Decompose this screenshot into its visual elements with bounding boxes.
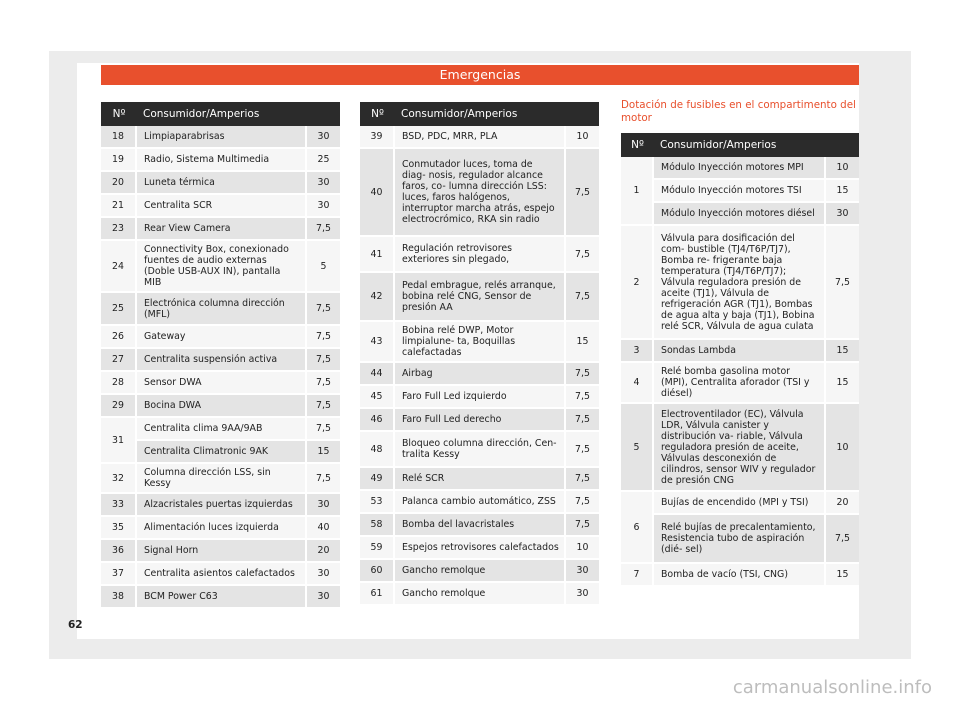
fuse-amperage: 15 (826, 180, 859, 203)
fuse-number: 23 (101, 218, 137, 241)
col-header-number: Nº (621, 133, 654, 157)
page-number: 62 (68, 619, 83, 631)
fuse-consumer: Válvula para dosificación del com- bustible (TJ4/T6P/TJ7), Bomba re- frigerante baja temperatura (TJ4/T6P/TJ7); Válvula reguladora presión de aceite (TJ1), Válvula de refrigeración AGR (TJ1), Bombas de agua alta y baja (TJ1), Bobina relé SCR, Válvula de agua culata (654, 226, 826, 340)
fuse-amperage: 7,5 (566, 237, 599, 273)
table-row (360, 363, 599, 386)
fuse-table-left (101, 102, 340, 609)
fuse-amperage: 30 (566, 583, 599, 606)
table-row (360, 560, 599, 583)
fuse-number: 46 (360, 409, 395, 432)
fuse-consumer: Connectivity Box, conexionado fuentes de audio externas (Doble USB-AUX IN), pantalla MIB (137, 241, 307, 293)
fuse-number: 31 (101, 418, 137, 464)
fuse-number: 20 (101, 172, 137, 195)
fuse-amperage: 7,5 (307, 464, 340, 494)
fuse-consumer: Columna dirección LSS, sin Kessy (137, 464, 307, 494)
table-row (621, 203, 859, 226)
fuse-amperage: 15 (307, 441, 340, 464)
fuse-amperage: 30 (826, 203, 859, 226)
table-row (101, 349, 340, 372)
fuse-amperage: 7,5 (566, 363, 599, 386)
fuse-number: 38 (101, 586, 137, 609)
table-row (621, 226, 859, 340)
fuse-amperage: 30 (307, 126, 340, 149)
table-row (621, 363, 859, 404)
fuse-number: 43 (360, 322, 395, 363)
col-header-consumer: Consumidor/Amperios (395, 102, 599, 126)
fuse-number: 24 (101, 241, 137, 293)
table-row (360, 583, 599, 606)
fuse-amperage: 10 (566, 537, 599, 560)
fuse-consumer: Bobina relé DWP, Motor limpialune- ta, Boquillas calefactadas (395, 322, 566, 363)
fuse-number: 36 (101, 540, 137, 563)
fuse-amperage: 30 (307, 563, 340, 586)
fuse-consumer: Faro Full Led derecho (395, 409, 566, 432)
table-row (101, 293, 340, 326)
fuse-consumer: Signal Horn (137, 540, 307, 563)
fuse-table-middle (360, 102, 599, 606)
table-header-row (621, 133, 859, 157)
fuse-amperage: 7,5 (566, 273, 599, 322)
fuse-amperage: 15 (826, 564, 859, 587)
fuse-consumer: Sondas Lambda (654, 340, 826, 363)
fuse-number: 49 (360, 468, 395, 491)
fuse-consumer: Bomba de vacío (TSI, CNG) (654, 564, 826, 587)
fuse-amperage: 25 (307, 149, 340, 172)
fuse-number: 53 (360, 491, 395, 514)
table-row (101, 517, 340, 540)
fuse-number: 37 (101, 563, 137, 586)
section-header-bar (101, 65, 859, 85)
fuse-number: 58 (360, 514, 395, 537)
fuse-amperage: 7,5 (307, 372, 340, 395)
fuse-amperage: 7,5 (307, 326, 340, 349)
fuse-consumer: Sensor DWA (137, 372, 307, 395)
table-row (621, 515, 859, 564)
fuse-number: 3 (621, 340, 654, 363)
fuse-consumer: Electroventilador (EC), Válvula LDR, Válvula canister y distribución va- riable, Válvula reguladora presión de aceite, Válvulas desconexión de cilindros, sensor WIV y regulador de presión CNG (654, 404, 826, 492)
fuse-number: 1 (621, 157, 654, 226)
table-row (101, 195, 340, 218)
table-row (101, 441, 340, 464)
fuse-amperage: 5 (307, 241, 340, 293)
table-row (101, 149, 340, 172)
fuse-number: 44 (360, 363, 395, 386)
fuse-amperage: 15 (566, 322, 599, 363)
fuse-amperage: 20 (826, 492, 859, 515)
fuse-number: 26 (101, 326, 137, 349)
fuse-amperage: 7,5 (307, 395, 340, 418)
table-row (621, 340, 859, 363)
table-row (101, 464, 340, 494)
table-row (101, 494, 340, 517)
fuse-consumer: Regulación retrovisores exteriores sin plegado, (395, 237, 566, 273)
fuse-amperage: 30 (307, 195, 340, 218)
fuse-consumer: Bloqueo columna dirección, Cen- tralita Kessy (395, 432, 566, 468)
col-header-number: Nº (360, 102, 395, 126)
fuse-number: 27 (101, 349, 137, 372)
table-row (101, 586, 340, 609)
fuse-consumer: Pedal embrague, relés arranque, bobina relé CNG, Sensor de presión AA (395, 273, 566, 322)
fuse-consumer: Electrónica columna dirección (MFL) (137, 293, 307, 326)
fuse-number: 18 (101, 126, 137, 149)
fuse-number: 35 (101, 517, 137, 540)
fuse-number: 19 (101, 149, 137, 172)
fuse-number: 59 (360, 537, 395, 560)
table-row (360, 432, 599, 468)
fuse-amperage: 7,5 (566, 432, 599, 468)
fuse-consumer: Módulo Inyección motores TSI (654, 180, 826, 203)
fuse-consumer: Módulo Inyección motores diésel (654, 203, 826, 226)
table-row (101, 172, 340, 195)
fuse-consumer: Bujías de encendido (MPI y TSI) (654, 492, 826, 515)
table-row (360, 514, 599, 537)
table-row (621, 180, 859, 203)
table-row (360, 149, 599, 237)
fuse-amperage: 7,5 (826, 515, 859, 564)
fuse-consumer: Centralita Climatronic 9AK (137, 441, 307, 464)
fuse-amperage: 10 (826, 404, 859, 492)
fuse-consumer: Airbag (395, 363, 566, 386)
table-row (621, 157, 859, 180)
fuse-amperage: 7,5 (307, 218, 340, 241)
table-header-row (360, 102, 599, 126)
fuse-number: 2 (621, 226, 654, 340)
fuse-amperage: 7,5 (307, 418, 340, 441)
table-row (360, 537, 599, 560)
fuse-number: 40 (360, 149, 395, 237)
table-row (360, 491, 599, 514)
fuse-amperage: 10 (566, 126, 599, 149)
fuse-amperage: 30 (307, 172, 340, 195)
table-row (621, 404, 859, 492)
fuse-number: 39 (360, 126, 395, 149)
table-row (360, 386, 599, 409)
fuse-consumer: Centralita suspensión activa (137, 349, 307, 372)
table-row (360, 468, 599, 491)
fuse-amperage: 40 (307, 517, 340, 540)
fuse-number: 33 (101, 494, 137, 517)
fuse-number: 28 (101, 372, 137, 395)
fuse-number: 45 (360, 386, 395, 409)
fuse-amperage: 30 (307, 586, 340, 609)
fuse-consumer: Centralita clima 9AA/9AB (137, 418, 307, 441)
fuse-consumer: Palanca cambio automático, ZSS (395, 491, 566, 514)
table-row (360, 237, 599, 273)
fuse-consumer: Alzacristales puertas izquierdas (137, 494, 307, 517)
fuse-amperage: 20 (307, 540, 340, 563)
fuse-number: 41 (360, 237, 395, 273)
table-row (101, 126, 340, 149)
table-header-row (101, 102, 340, 126)
watermark: carmanualsonline.info (732, 677, 932, 698)
fuse-number: 6 (621, 492, 654, 564)
fuse-table-engine (621, 133, 859, 587)
table-row (360, 409, 599, 432)
table-row (360, 126, 599, 149)
fuse-consumer: Gancho remolque (395, 560, 566, 583)
table-row (360, 273, 599, 322)
fuse-amperage: 7,5 (826, 226, 859, 340)
fuse-number: 42 (360, 273, 395, 322)
fuse-amperage: 7,5 (566, 491, 599, 514)
fuse-consumer: Faro Full Led izquierdo (395, 386, 566, 409)
fuse-consumer: BSD, PDC, MRR, PLA (395, 126, 566, 149)
fuse-number: 60 (360, 560, 395, 583)
fuse-amperage: 7,5 (307, 349, 340, 372)
fuse-consumer: Módulo Inyección motores MPI (654, 157, 826, 180)
fuse-consumer: Espejos retrovisores calefactados (395, 537, 566, 560)
fuse-consumer: Conmutador luces, toma de diag- nosis, regulador alcance faros, co- lumna dirección LSS: luces, faros halógenos, interruptor marcha atrás, espejo electrocrómico, RKA sin radio (395, 149, 566, 237)
fuse-number: 25 (101, 293, 137, 326)
fuse-consumer: Relé bomba gasolina motor (MPI), Centralita aforador (TSI y diésel) (654, 363, 826, 404)
fuse-amperage: 7,5 (566, 409, 599, 432)
engine-compartment-title: Dotación de fusibles en el compartimento del motor (621, 99, 856, 124)
fuse-amperage: 30 (307, 494, 340, 517)
fuse-consumer: Bocina DWA (137, 395, 307, 418)
fuse-amperage: 7,5 (566, 468, 599, 491)
fuse-consumer: Centralita asientos calefactados (137, 563, 307, 586)
fuse-consumer: Gancho remolque (395, 583, 566, 606)
section-header-title: Emergencias (439, 67, 521, 82)
fuse-consumer: Rear View Camera (137, 218, 307, 241)
fuse-consumer: Gateway (137, 326, 307, 349)
fuse-amperage: 7,5 (566, 386, 599, 409)
fuse-number: 7 (621, 564, 654, 587)
col-header-number: Nº (101, 102, 137, 126)
table-row (101, 218, 340, 241)
table-row (621, 564, 859, 587)
fuse-number: 32 (101, 464, 137, 494)
fuse-amperage: 30 (566, 560, 599, 583)
table-row (101, 326, 340, 349)
fuse-consumer: Limpiaparabrisas (137, 126, 307, 149)
fuse-number: 21 (101, 195, 137, 218)
table-row (360, 322, 599, 363)
table-row (621, 492, 859, 515)
fuse-amperage: 7,5 (566, 514, 599, 537)
col-header-consumer: Consumidor/Amperios (137, 102, 340, 126)
fuse-consumer: Alimentación luces izquierda (137, 517, 307, 540)
table-row (101, 418, 340, 441)
fuse-number: 4 (621, 363, 654, 404)
fuse-consumer: Relé SCR (395, 468, 566, 491)
fuse-consumer: Luneta térmica (137, 172, 307, 195)
fuse-consumer: Centralita SCR (137, 195, 307, 218)
fuse-consumer: Radio, Sistema Multimedia (137, 149, 307, 172)
table-row (101, 563, 340, 586)
table-row (101, 540, 340, 563)
table-row (101, 241, 340, 293)
fuse-amperage: 10 (826, 157, 859, 180)
fuse-amperage: 7,5 (307, 293, 340, 326)
fuse-consumer: Relé bujías de precalentamiento, Resistencia tubo de aspiración (dié- sel) (654, 515, 826, 564)
fuse-amperage: 15 (826, 363, 859, 404)
fuse-amperage: 7,5 (566, 149, 599, 237)
fuse-number: 61 (360, 583, 395, 606)
fuse-amperage: 15 (826, 340, 859, 363)
fuse-number: 5 (621, 404, 654, 492)
fuse-consumer: Bomba del lavacristales (395, 514, 566, 537)
fuse-consumer: BCM Power C63 (137, 586, 307, 609)
fuse-number: 29 (101, 395, 137, 418)
table-row (101, 395, 340, 418)
col-header-consumer: Consumidor/Amperios (654, 133, 859, 157)
fuse-number: 48 (360, 432, 395, 468)
table-row (101, 372, 340, 395)
